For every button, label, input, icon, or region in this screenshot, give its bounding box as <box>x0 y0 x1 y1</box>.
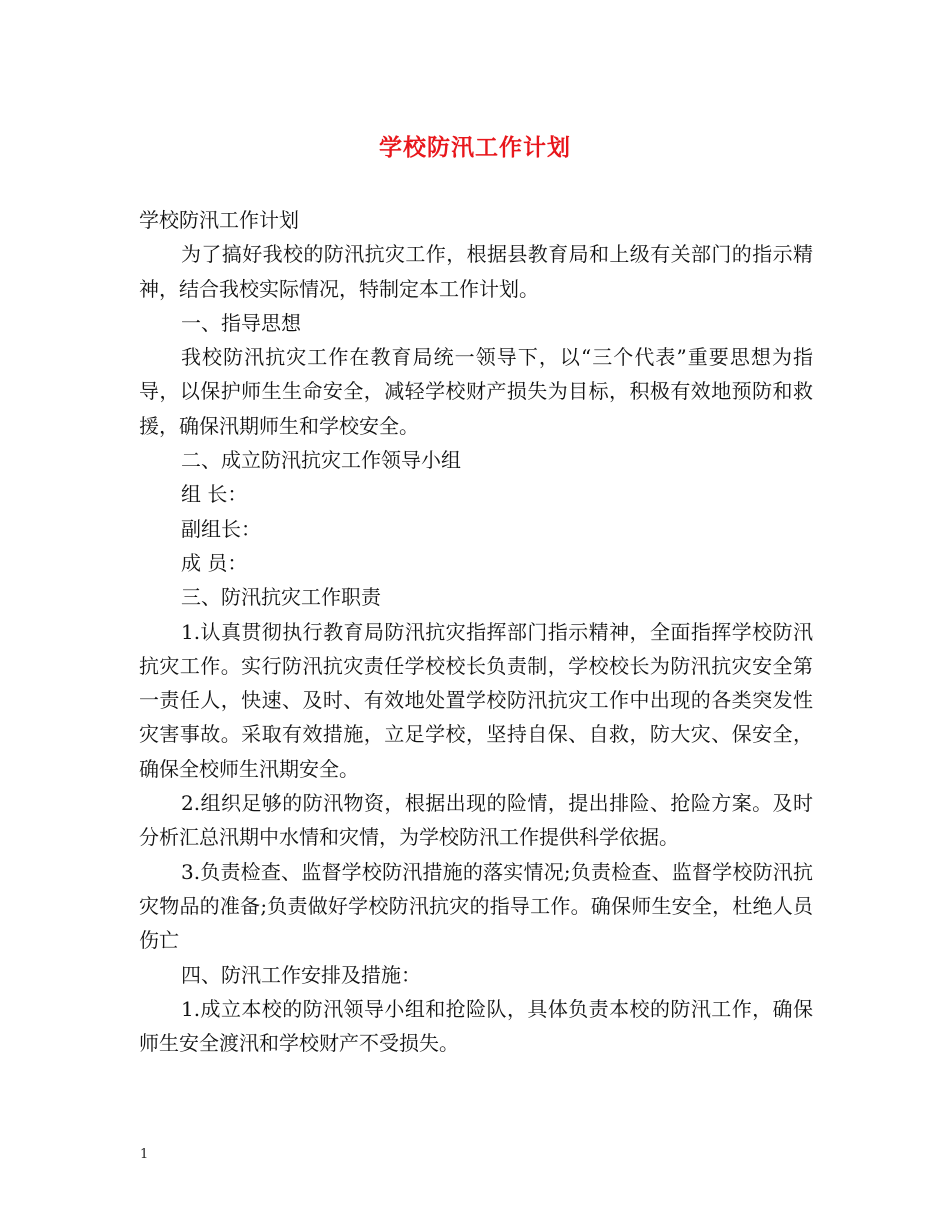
deputy-leader-line: 副组长： <box>181 516 261 541</box>
document-title: 学校防汛工作计划 <box>379 134 571 161</box>
duty-item-2: 2.组织足够的防汛物资，根据出现的险情，提出排险、抢险方案。及时分析汇总汛期中水情和灾情，为学校防汛工作提供科学依据。 <box>139 791 813 850</box>
document-subtitle: 学校防汛工作计划 <box>139 208 299 232</box>
paragraph-guiding-idea: 我校防汛抗灾工作在教育局统一领导下，以“三个代表”重要思想为指导，以保护师生生命安全，减轻学校财产损失为目标，积极有效地预防和救援，确保汛期师生和学校安全。 <box>139 345 813 438</box>
leader-line: 组 长： <box>181 482 248 507</box>
duty-item-1: 1.认真贯彻执行教育局防汛抗灾指挥部门指示精神，全面指挥学校防汛抗灾工作。实行防汛抗灾责任学校校长负责制，学校校长为防汛抗灾安全第一责任人，快速、及时、有效地处置学校防汛抗灾工作中出现的各类突发性灾害事故。采取有效措施，立足学校，坚持自保、自救，防大灾、保安全，确保全校师生汛期安全。 <box>139 619 813 781</box>
document-body <box>139 203 813 1060</box>
section-heading-3: 三、防汛抗灾工作职责 <box>181 585 381 610</box>
section-heading-1: 一、指导思想 <box>181 310 301 335</box>
section-heading-2: 二、成立防汛抗灾工作领导小组 <box>181 448 461 473</box>
paragraph-intro: 为了搞好我校的防汛抗灾工作，根据县教育局和上级有关部门的指示精神，结合我校实际情况，特制定本工作计划。 <box>139 242 813 301</box>
page-number: 1 <box>140 1147 149 1162</box>
duty-item-3: 3.负责检查、监督学校防汛措施的落实情况;负责检查、监督学校防汛抗灾物品的准备;负责做好学校防汛抗灾的指导工作。确保师生安全，杜绝人员伤亡 <box>139 859 813 953</box>
members-line: 成 员： <box>181 550 248 575</box>
measure-item-1: 1.成立本校的防汛领导小组和抢险队，具体负责本校的防汛工作，确保师生安全渡汛和学校财产不受损失。 <box>139 996 813 1056</box>
section-heading-4: 四、防汛工作安排及措施： <box>181 962 421 987</box>
